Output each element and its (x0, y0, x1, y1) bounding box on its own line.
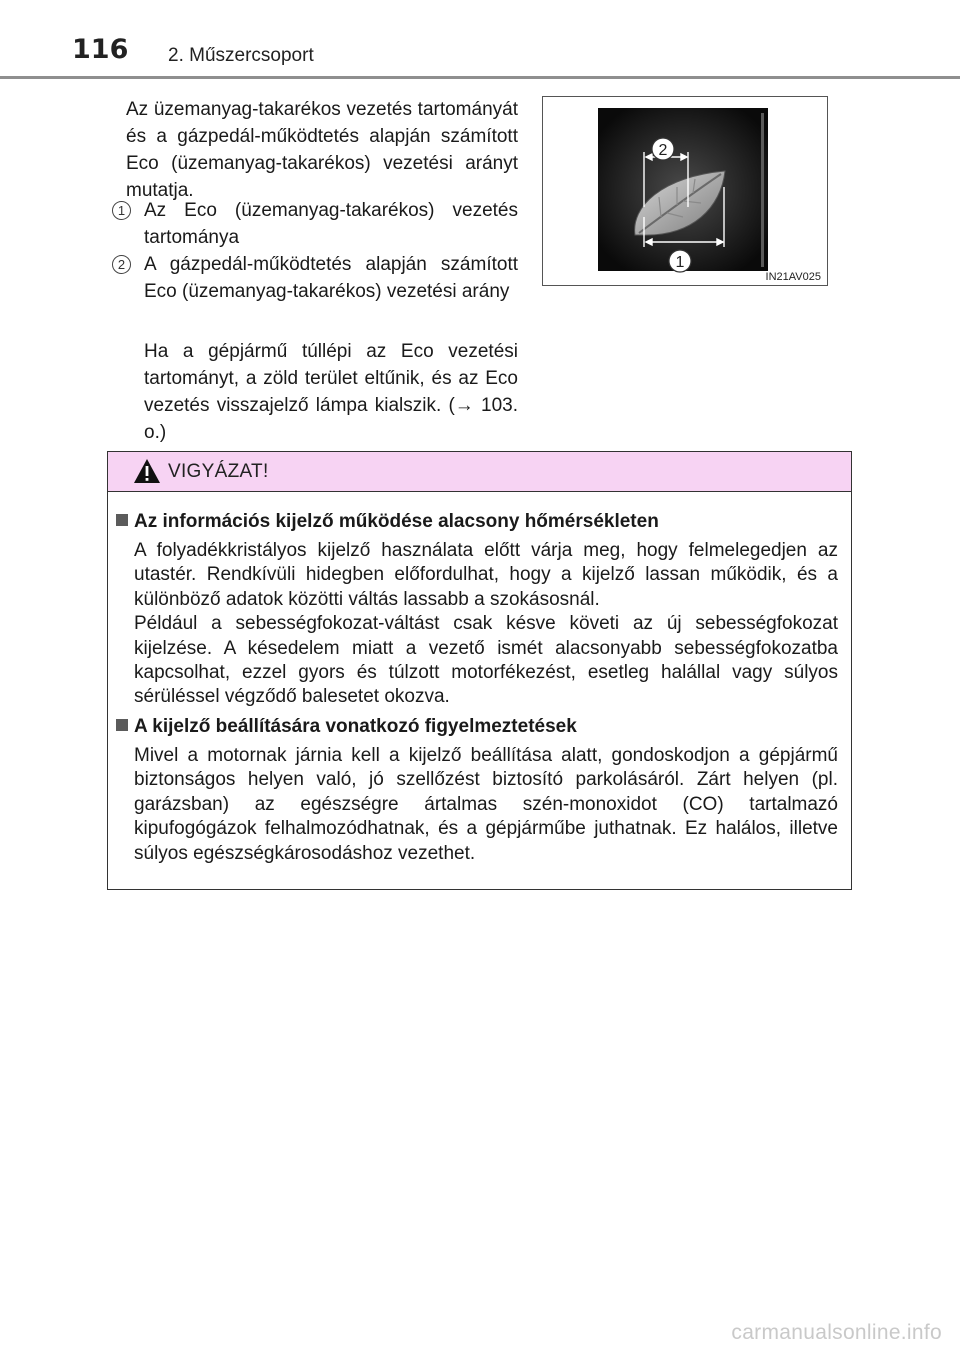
warning-section-2-title-text: A kijelző beállítására vonatkozó figyelmeztetések (134, 716, 577, 737)
eco-display-figure (542, 96, 828, 286)
callout-label-2: 2 (658, 142, 668, 159)
header-rule (0, 76, 960, 79)
display-side-bar (761, 113, 764, 267)
list-item-1 (112, 197, 518, 251)
warning-triangle-icon (133, 458, 161, 484)
warning-section-1-paragraph-2: Például a sebességfokozat-váltást csak késve követi az új sebességfokozat kijelzése. A késedelem miatt a vezető ismét alacsonyabb sebességfokozatba kapcsolhat, ezzel gyors és túlzott motorfékezést, esetleg halállal vagy súlyos sérüléssel végződő balesetet okozva. (134, 613, 838, 708)
callout-number-2: 2 (112, 255, 131, 274)
warning-label: VIGYÁZAT! (168, 461, 269, 482)
warning-section-2-paragraph-1: Mivel a motornak járnia kell a kijelző beállítása alatt, gondoskodjon a gépjármű biztonságos helyen való, jó szellőzést biztosító parkolásáról. Zárt helyen (pl. garázsban) az egészségre ártalmas szén-monoxidot (CO) tartalmazó kipufogógázok felhalmozódhatnak, és a gépjárműbe juthatnak. Ez halálos, illetve súlyos egészségkárosodáshoz vezethet. (134, 745, 838, 864)
warning-header (108, 452, 851, 492)
callout-number-1: 1 (112, 201, 131, 220)
figure-code: IN21AV025 (765, 271, 821, 283)
list-item-2-text: A gázpedál-működtetés alapján számított Eco (üzemanyag-takarékos) vezetési arány (144, 254, 518, 302)
section-title: 2. Műszercsoport (168, 45, 314, 66)
list-item-2 (112, 251, 518, 305)
list-item-1-text: Az Eco (üzemanyag-takarékos) vezetés tartománya (144, 200, 518, 248)
warning-section-2 (116, 714, 838, 866)
warning-box (107, 451, 852, 890)
bullet-square-icon (116, 514, 128, 526)
eco-display-illustration (543, 97, 827, 285)
page-number: 116 (72, 34, 129, 65)
intro-paragraph: Az üzemanyag-takarékos vezetés tartományát és a gázpedál-működtetés alapján számított Eco (üzemanyag-takarékos) vezetési arányt mutatja. (126, 99, 518, 201)
bullet-square-icon (116, 719, 128, 731)
warning-section-1-title-text: Az információs kijelző működése alacsony hőmérsékleten (134, 511, 659, 532)
watermark: carmanualsonline.info (731, 1321, 942, 1344)
warning-section-1-title (116, 509, 838, 535)
warning-section-2-title (116, 714, 838, 740)
warning-section-1 (116, 509, 838, 710)
note-paragraph: Ha a gépjármű túllépi az Eco vezetési tartományt, a zöld terület eltűnik, és az Eco vezetés visszajelző lámpa kialszik. (→ 103. o.) (144, 341, 518, 443)
callout-label-1: 1 (675, 254, 685, 271)
warning-section-1-paragraph-1: A folyadékkristályos kijelző használata előtt várja meg, hogy felmelegedjen az utastér. Rendkívüli hidegben előfordulhat, hogy a kijelző lassan működik, és a különböző adatok közötti váltás lassabb a szokásosnál. (134, 540, 838, 610)
